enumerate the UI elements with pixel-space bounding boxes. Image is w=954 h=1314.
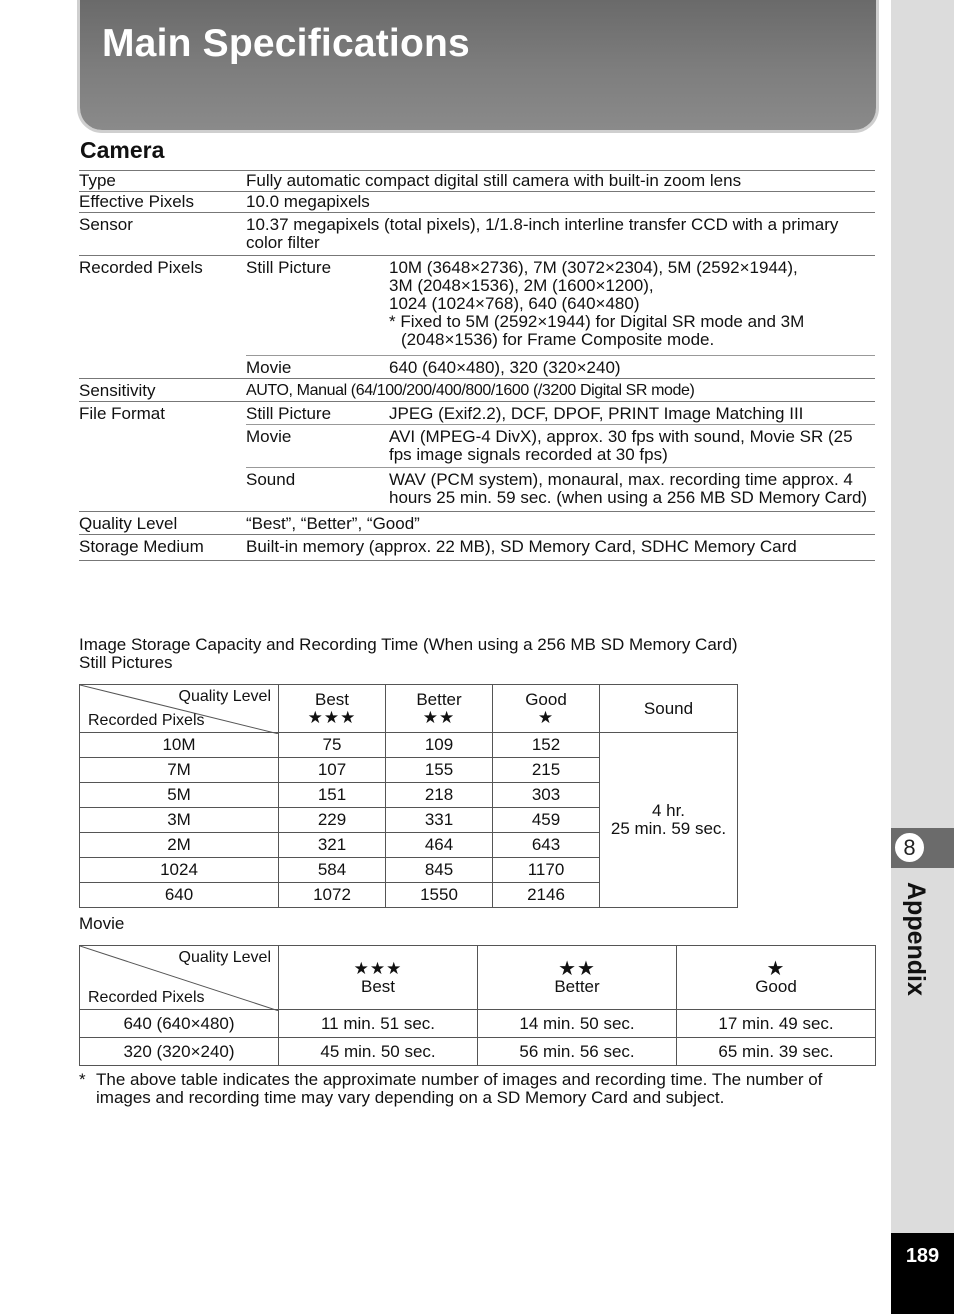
footnote-mark: * — [79, 1070, 86, 1089]
cell-good: 2146 — [493, 883, 600, 908]
table-header-row — [80, 946, 876, 1010]
spec-value: AUTO, Manual (64/100/200/400/800/1600 (/3200 Digital SR mode) — [246, 379, 875, 402]
capacity-caption — [79, 636, 738, 672]
cell-better: 14 min. 50 sec. — [478, 1010, 677, 1038]
star-icon: ★★★ — [353, 958, 403, 978]
header-label: Better — [416, 689, 462, 709]
sound-line: 4 hr. — [651, 801, 686, 820]
title-banner — [80, 0, 876, 130]
table-row — [80, 1038, 876, 1066]
header-best — [279, 685, 386, 733]
spec-line: 1024 (1024×768), 640 (640×480) — [389, 294, 640, 313]
spec-row-quality-level — [79, 512, 875, 535]
header-better — [386, 685, 493, 733]
cell-sound — [600, 733, 738, 908]
header-better — [478, 946, 677, 1010]
recorded-pixels-label: Recorded Pixels — [88, 712, 205, 729]
header-label: Better — [554, 976, 600, 996]
cell-better: 109 — [386, 733, 493, 758]
cell-best: 1072 — [279, 883, 386, 908]
spec-value: WAV (PCM system), monaural, max. recording time approx. 4 hours 25 min. 59 sec. (when using a 256 MB SD Memory Card) — [389, 468, 875, 512]
cell-better: 845 — [386, 858, 493, 883]
spec-line: 3M (2048×1536), 2M (1600×1200), — [389, 276, 654, 295]
spec-value: 640 (640×480), 320 (320×240) — [389, 356, 875, 379]
spec-label: Type — [79, 171, 246, 192]
cell-pixels: 5M — [80, 783, 279, 808]
quality-level-label: Quality Level — [178, 949, 271, 966]
footnote — [79, 1071, 879, 1107]
spec-value: 10.0 megapixels — [246, 192, 875, 213]
cell-good: 643 — [493, 833, 600, 858]
header-good — [677, 946, 876, 1010]
cell-good: 152 — [493, 733, 600, 758]
spec-value: 10.37 megapixels (total pixels), 1/1.8-inch interline transfer CCD with a primary color filter — [246, 213, 875, 256]
cell-better: 56 min. 56 sec. — [478, 1038, 677, 1066]
cell-pixels: 2M — [80, 833, 279, 858]
cell-best: 321 — [279, 833, 386, 858]
quality-level-label: Quality Level — [178, 688, 271, 705]
cell-better: 331 — [386, 808, 493, 833]
recorded-pixels-label: Recorded Pixels — [88, 989, 205, 1006]
star-icon: ★ — [537, 707, 555, 727]
spec-row-effective-pixels — [79, 192, 875, 213]
spec-value — [389, 256, 875, 356]
header-label: Best — [360, 976, 396, 996]
cell-pixels: 3M — [80, 808, 279, 833]
movie-caption: Movie — [79, 914, 125, 933]
cell-pixels: 10M — [80, 733, 279, 758]
cell-best: 584 — [279, 858, 386, 883]
spec-label: Storage Medium — [79, 535, 246, 561]
spec-row-type — [79, 171, 875, 192]
spec-row-storage-medium — [79, 535, 875, 561]
cell-best: 107 — [279, 758, 386, 783]
spec-value: Built-in memory (approx. 22 MB), SD Memory Card, SDHC Memory Card — [246, 535, 875, 561]
star-icon: ★★ — [422, 707, 456, 727]
cell-better: 464 — [386, 833, 493, 858]
cell-good: 303 — [493, 783, 600, 808]
cell-pixels: 640 — [80, 883, 279, 908]
spec-sublabel: Movie — [246, 425, 389, 468]
spec-value: “Best”, “Better”, “Good” — [246, 512, 875, 535]
cell-best: 75 — [279, 733, 386, 758]
star-icon: ★★★ — [307, 707, 357, 727]
movie-time-table — [79, 945, 876, 1066]
star-icon: ★★ — [558, 957, 596, 980]
cell-best: 229 — [279, 808, 386, 833]
cell-good: 215 — [493, 758, 600, 783]
spec-sublabel: Movie — [246, 356, 389, 379]
spec-row-sensor — [79, 213, 875, 256]
header-sound: Sound — [600, 685, 738, 733]
spec-table — [79, 170, 875, 561]
side-margin — [891, 0, 954, 1314]
spec-value: Fully automatic compact digital still camera with built-in zoom lens — [246, 171, 875, 192]
spec-label: Recorded Pixels — [79, 256, 246, 379]
capacity-caption-line: Still Pictures — [79, 653, 173, 672]
page-number: 189 — [891, 1233, 954, 1314]
cell-better: 1550 — [386, 883, 493, 908]
chapter-label: Appendix — [902, 882, 930, 996]
spec-row-file-format — [79, 402, 875, 425]
spec-value: AVI (MPEG-4 DivX), approx. 30 fps with sound, Movie SR (25 fps image signals recorded at 30 fps) — [389, 425, 875, 468]
spec-sublabel: Still Picture — [246, 402, 389, 425]
cell-better: 218 — [386, 783, 493, 808]
spec-label: Effective Pixels — [79, 192, 246, 213]
star-icon: ★ — [766, 957, 786, 980]
capacity-caption-line: Image Storage Capacity and Recording Time (When using a 256 MB SD Memory Card) — [79, 635, 738, 654]
spec-row-sensitivity — [79, 379, 875, 402]
spec-sublabel: Still Picture — [246, 256, 389, 356]
section-title: Camera — [80, 137, 165, 163]
cell-best: 45 min. 50 sec. — [279, 1038, 478, 1066]
spec-label: Sensitivity — [79, 379, 246, 402]
spec-label: File Format — [79, 402, 246, 512]
cell-better: 155 — [386, 758, 493, 783]
cell-good: 17 min. 49 sec. — [677, 1010, 876, 1038]
cell-pixels: 7M — [80, 758, 279, 783]
cell-good: 1170 — [493, 858, 600, 883]
header-good — [493, 685, 600, 733]
spec-line: (2048×1536) for Frame Composite mode. — [401, 330, 715, 349]
sound-line: 25 min. 59 sec. — [610, 819, 727, 838]
header-label: Best — [314, 689, 350, 709]
spec-sublabel: Sound — [246, 468, 389, 512]
spec-row-recorded-pixels — [79, 256, 875, 356]
diagonal-header-cell — [80, 946, 279, 1010]
cell-good: 459 — [493, 808, 600, 833]
cell-best: 151 — [279, 783, 386, 808]
chapter-number: 8 — [893, 831, 926, 864]
page-title: Main Specifications — [102, 22, 470, 65]
cell-pixels: 320 (320×240) — [80, 1038, 279, 1066]
spec-value: JPEG (Exif2.2), DCF, DPOF, PRINT Image Matching III — [389, 402, 875, 425]
cell-pixels: 1024 — [80, 858, 279, 883]
spec-label: Quality Level — [79, 512, 246, 535]
still-capacity-table — [79, 684, 738, 908]
spec-line: 10M (3648×2736), 7M (3072×2304), 5M (2592×1944), — [389, 258, 798, 277]
footnote-text: The above table indicates the approximate number of images and recording time. The number of images and recording time may vary depending on a SD Memory Card and subject. — [96, 1070, 823, 1107]
header-label: Good — [755, 976, 797, 996]
spec-line: * Fixed to 5M (2592×1944) for Digital SR mode and 3M — [389, 312, 805, 331]
diagonal-header-cell — [80, 685, 279, 733]
header-label: Good — [525, 689, 567, 709]
table-row — [80, 1010, 876, 1038]
cell-pixels: 640 (640×480) — [80, 1010, 279, 1038]
table-header-row — [80, 685, 738, 733]
header-best — [279, 946, 478, 1010]
cell-good: 65 min. 39 sec. — [677, 1038, 876, 1066]
cell-best: 11 min. 51 sec. — [279, 1010, 478, 1038]
spec-label: Sensor — [79, 213, 246, 256]
table-row — [80, 733, 738, 758]
